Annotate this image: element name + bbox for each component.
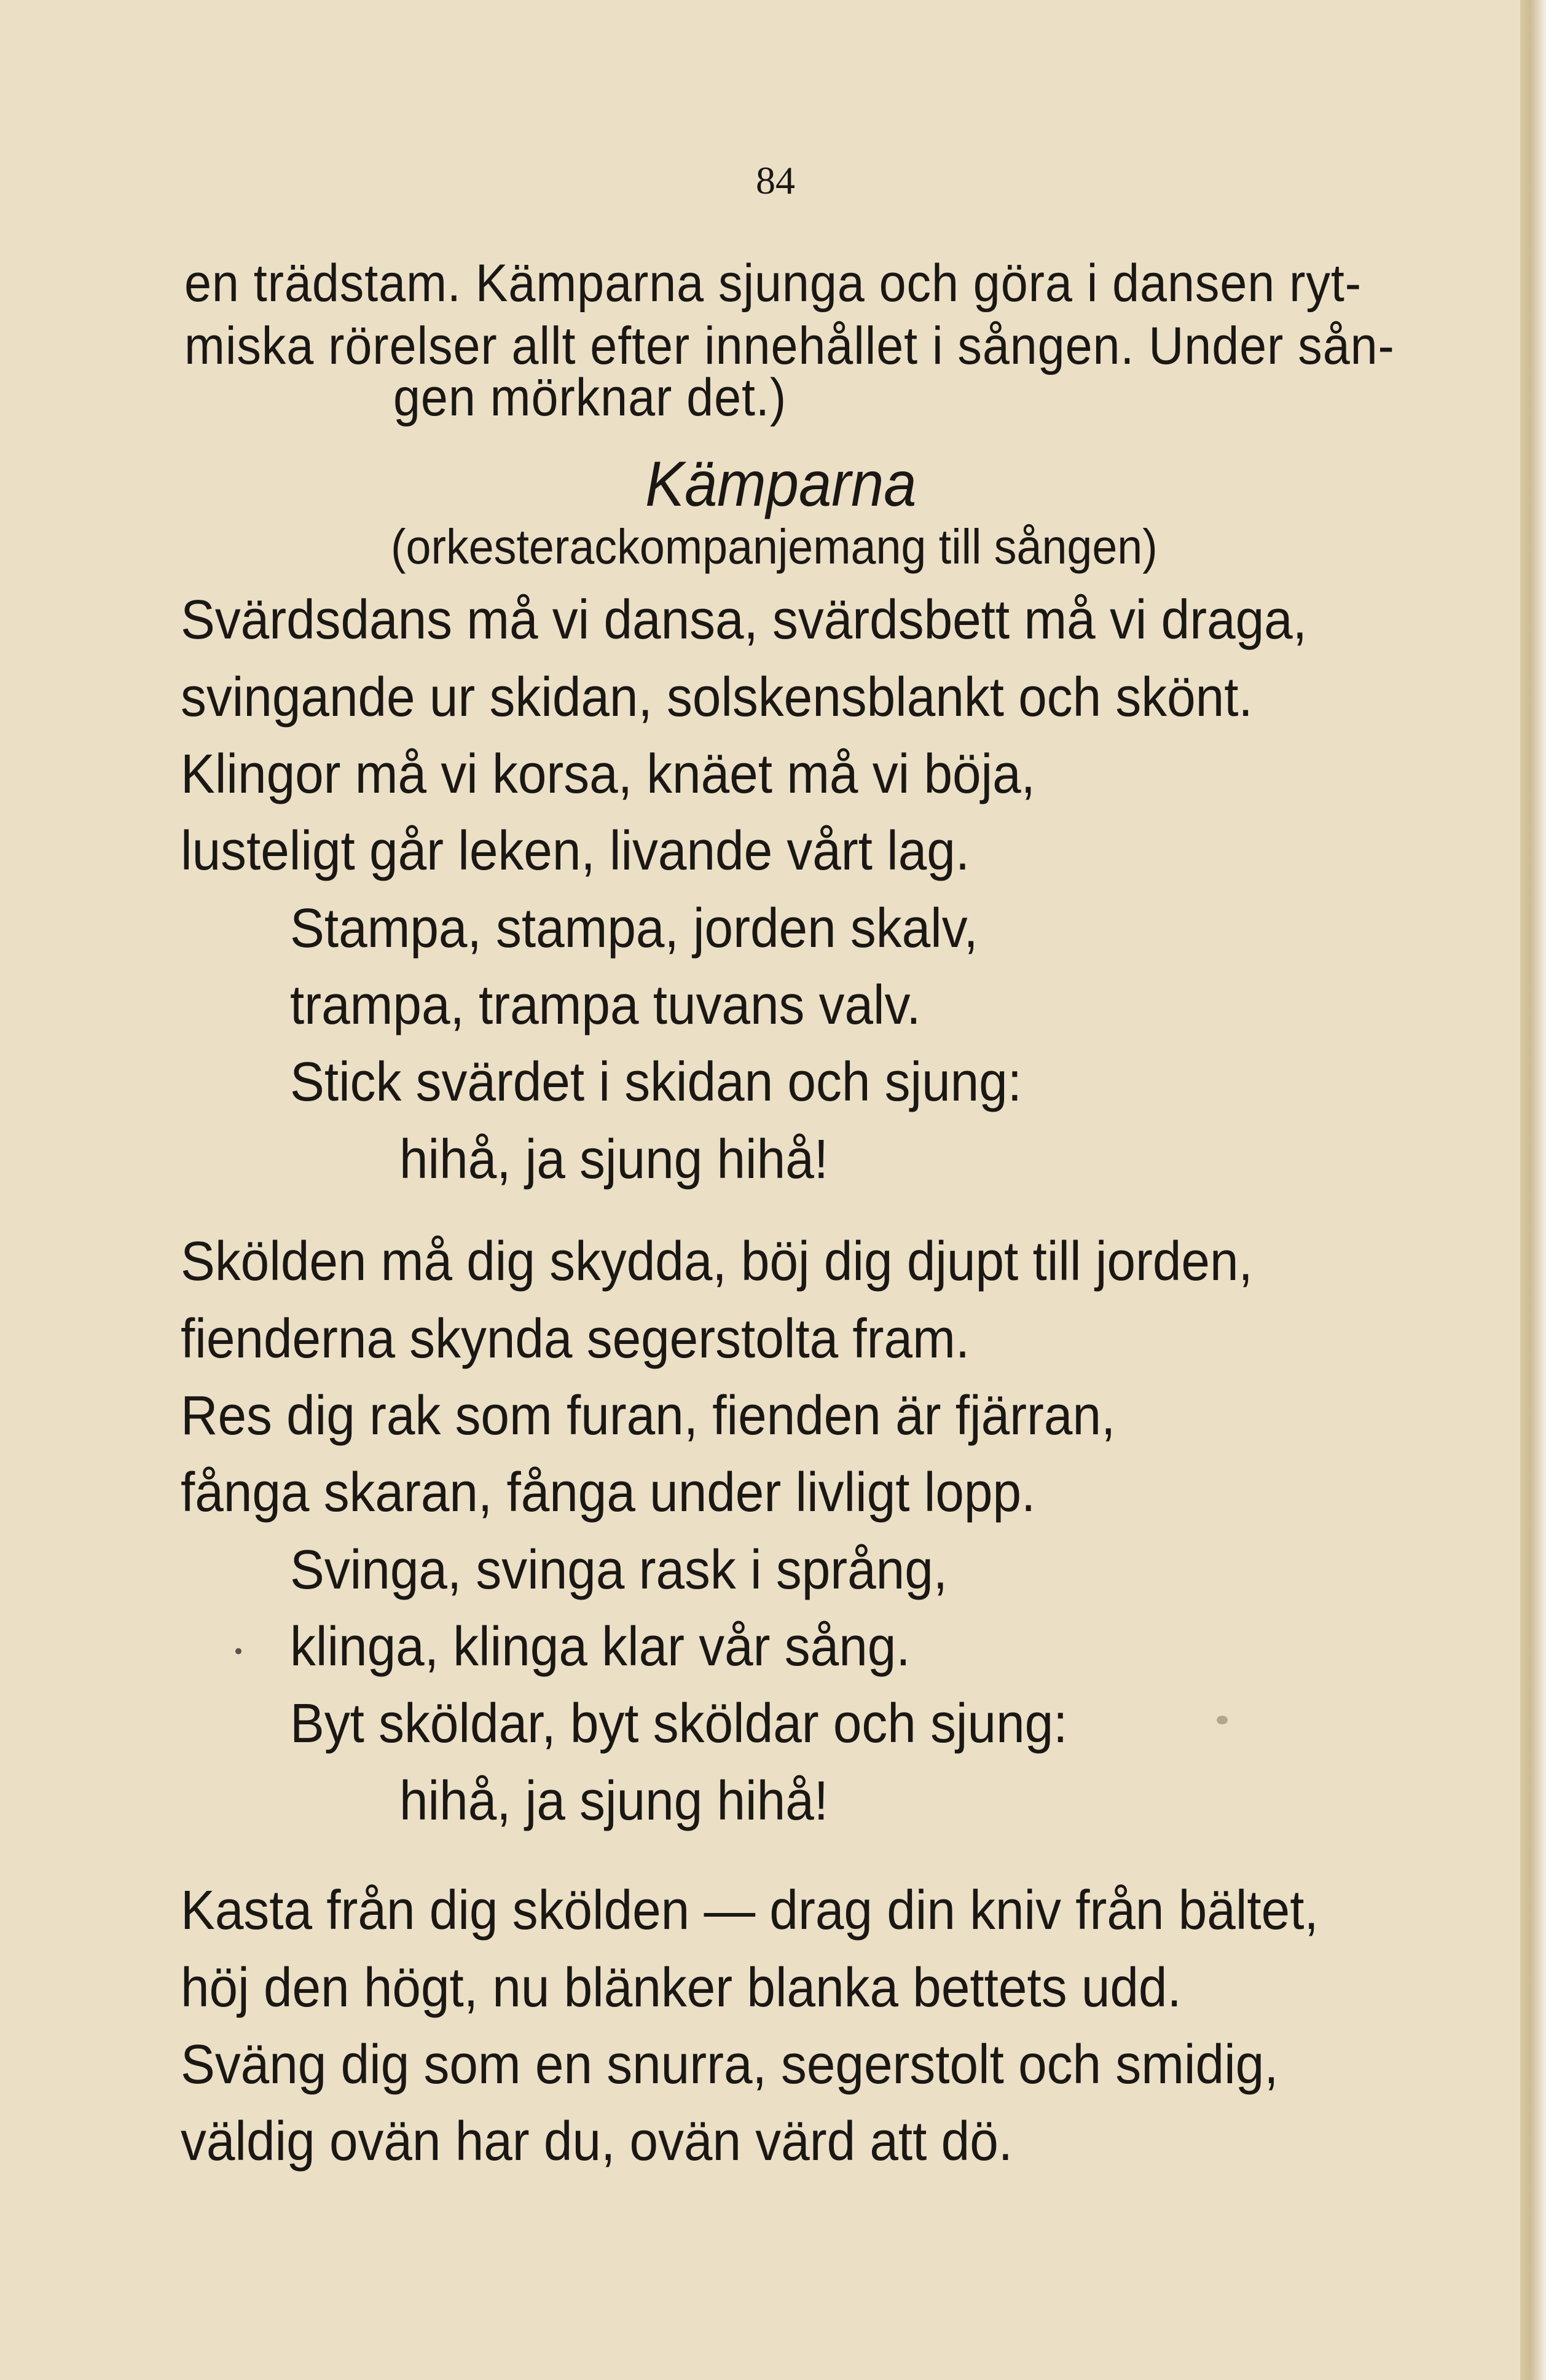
refrain-line: Byt sköldar, byt sköldar och sjung: [290,1693,1068,1754]
stage-direction-line: en trädstam. Kämparna sjunga och göra i dansen ryt- [184,254,1362,313]
song-subtitle: (orkesterackompanjemang till sången) [391,519,1158,574]
verse-line: väldig ovän har du, ovän värd att dö. [181,2111,1013,2172]
refrain-line: hihå, ja sjung hihå! [399,1129,829,1190]
verse-line: Svärdsdans må vi dansa, svärdsbett må vi draga, [181,589,1307,651]
song-title: Kämparna [645,449,917,520]
refrain-line: Stampa, stampa, jorden skalv, [290,898,978,959]
verse-line: höj den högt, nu blänker blanka bettets udd. [181,1957,1182,2019]
verse-line: svingande ur skidan, solskensblankt och skönt. [181,667,1253,728]
stage-direction-line: gen mörknar det.) [393,368,787,427]
paper-speck [235,1648,241,1654]
refrain-line: Stick svärdet i skidan och sjung: [290,1051,1022,1113]
verse-line: Sväng dig som en snurra, segerstolt och smidig, [181,2034,1279,2095]
refrain-line: hihå, ja sjung hihå! [399,1770,829,1832]
verse-line: Kasta från dig skölden — drag din kniv från bältet, [181,1880,1319,1941]
verse-line: fienderna skynda segerstolta fram. [181,1308,970,1370]
page-number: 84 [756,159,795,202]
page-edge-shadow [1520,0,1546,2380]
verse-line: fånga skaran, fånga under livligt lopp. [181,1462,1036,1523]
verse-line: lusteligt går leken, livande vårt lag. [181,820,970,882]
refrain-line: klinga, klinga klar vår sång. [290,1616,911,1678]
refrain-line: trampa, trampa tuvans valv. [290,975,921,1036]
stage-direction-line: miska rörelser allt efter innehållet i sången. Under sån- [184,316,1395,375]
refrain-line: Svinga, svinga rask i språng, [290,1539,948,1601]
verse-line: Klingor må vi korsa, knäet må vi böja, [181,744,1035,805]
verse-line: Res dig rak som furan, fienden är fjärran, [181,1385,1116,1447]
verse-line: Skölden må dig skydda, böj dig djupt till jorden, [181,1231,1253,1292]
ink-blot-mark [1217,1716,1228,1724]
